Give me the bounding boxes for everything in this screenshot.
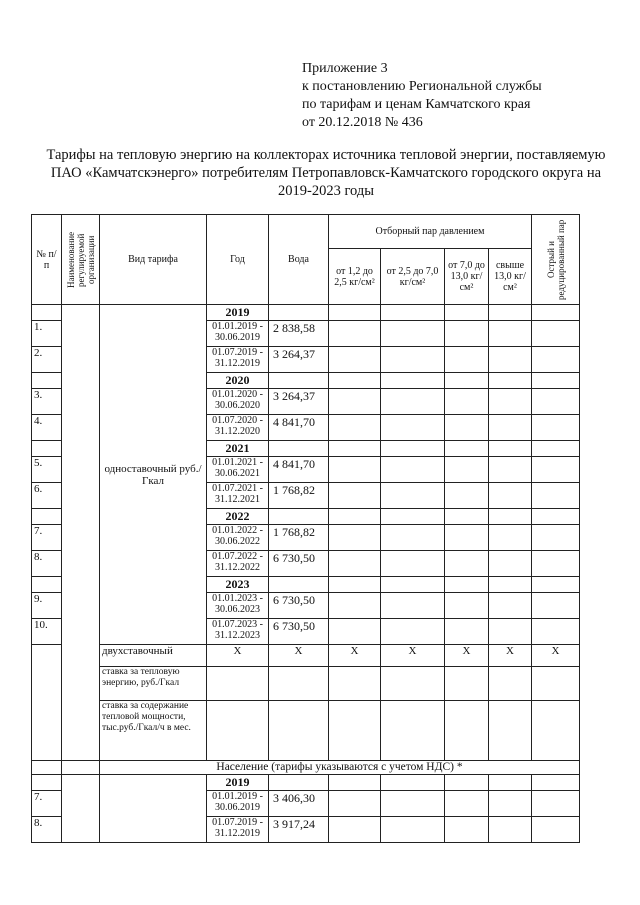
row-number: 6. xyxy=(32,483,62,509)
empty-cell xyxy=(445,483,489,509)
empty-cell xyxy=(445,551,489,577)
empty-cell xyxy=(445,577,489,593)
tariff-table xyxy=(31,214,580,843)
empty-cell xyxy=(489,509,532,525)
empty-cell xyxy=(381,373,445,389)
x-mark: X xyxy=(532,645,580,667)
empty-cell xyxy=(329,321,381,347)
empty-cell xyxy=(445,457,489,483)
appendix-line: к постановлению Региональной службы xyxy=(302,79,542,94)
header-p1: от 1,2 до 2,5 кг/см² xyxy=(329,249,381,305)
empty-cell xyxy=(445,441,489,457)
row-number xyxy=(32,441,62,457)
empty-cell xyxy=(329,577,381,593)
period-cell: 01.07.2023 - 31.12.2023 xyxy=(207,619,269,645)
period-cell: 01.01.2022 - 30.06.2022 xyxy=(207,525,269,551)
two-part-label: двухставочный xyxy=(100,645,207,667)
empty-cell xyxy=(329,483,381,509)
empty-cell xyxy=(329,701,381,761)
water-value: 6 730,50 xyxy=(269,593,329,619)
row-number: 4. xyxy=(32,415,62,441)
empty-cell xyxy=(329,667,381,701)
empty-cell xyxy=(445,619,489,645)
empty-cell xyxy=(381,347,445,373)
row-number xyxy=(32,509,62,525)
empty-cell xyxy=(532,775,580,791)
empty-cell xyxy=(329,457,381,483)
x-mark: X xyxy=(329,645,381,667)
empty-cell xyxy=(381,415,445,441)
header-org-label: Наименование регулируемой организации xyxy=(65,231,96,288)
empty-cell xyxy=(329,619,381,645)
empty-cell xyxy=(489,389,532,415)
empty-cell xyxy=(381,305,445,321)
empty-cell xyxy=(489,577,532,593)
empty-cell xyxy=(532,667,580,701)
year-row xyxy=(32,305,580,321)
empty-cell xyxy=(329,347,381,373)
empty-cell xyxy=(329,775,381,791)
empty-cell xyxy=(381,509,445,525)
empty-cell xyxy=(329,817,381,843)
empty-cell xyxy=(532,817,580,843)
period-cell: 01.01.2021 - 30.06.2021 xyxy=(207,457,269,483)
empty-cell xyxy=(489,321,532,347)
empty-cell xyxy=(381,457,445,483)
year-label: 2023 xyxy=(207,577,269,593)
empty-cell xyxy=(62,761,100,775)
org-cell xyxy=(62,775,100,843)
empty-cell xyxy=(532,305,580,321)
empty-cell xyxy=(269,577,329,593)
year-label: 2019 xyxy=(207,775,269,791)
year-label: 2020 xyxy=(207,373,269,389)
empty-cell xyxy=(532,441,580,457)
empty-cell xyxy=(532,791,580,817)
empty-cell xyxy=(269,441,329,457)
header-water: Вода xyxy=(269,215,329,305)
empty-cell xyxy=(532,551,580,577)
empty-cell xyxy=(532,577,580,593)
water-value: 2 838,58 xyxy=(269,321,329,347)
empty-cell xyxy=(489,525,532,551)
empty-cell xyxy=(532,701,580,761)
empty-cell xyxy=(381,483,445,509)
period-cell: 01.07.2019 - 31.12.2019 xyxy=(207,817,269,843)
x-mark: X xyxy=(207,645,269,667)
empty-cell xyxy=(445,389,489,415)
row-number: 8. xyxy=(32,817,62,843)
empty-cell xyxy=(445,525,489,551)
empty-cell xyxy=(445,791,489,817)
appendix-header xyxy=(302,60,542,132)
row-number: 7. xyxy=(32,791,62,817)
empty-cell xyxy=(445,593,489,619)
water-value: 4 841,70 xyxy=(269,415,329,441)
row-number: 8. xyxy=(32,551,62,577)
empty-cell xyxy=(489,457,532,483)
x-mark: X xyxy=(445,645,489,667)
energy-rate-row xyxy=(32,667,580,701)
row-number xyxy=(32,373,62,389)
empty-cell xyxy=(532,415,580,441)
row-number: 10. xyxy=(32,619,62,645)
empty-cell xyxy=(445,321,489,347)
empty-cell xyxy=(489,441,532,457)
tariff-type-cell xyxy=(100,775,207,843)
empty-cell xyxy=(532,347,580,373)
period-cell: 01.01.2023 - 30.06.2023 xyxy=(207,593,269,619)
empty-cell xyxy=(445,373,489,389)
empty-cell xyxy=(329,509,381,525)
empty-cell xyxy=(489,667,532,701)
empty-cell xyxy=(489,373,532,389)
empty-cell xyxy=(445,667,489,701)
empty-cell xyxy=(489,483,532,509)
empty-cell xyxy=(329,593,381,619)
energy-rate-label: ставка за тепловую энергию, руб./Гкал xyxy=(100,667,207,701)
empty-cell xyxy=(269,373,329,389)
document-title: Тарифы на тепловую энергию на коллекторах источника тепловой энергии, поставляемую ПАО «Камчатскэнерго» потребителям Петропавловск-Камчатского городского округа на 2019-2023 годы xyxy=(46,147,606,199)
empty-cell xyxy=(489,701,532,761)
water-value: 3 406,30 xyxy=(269,791,329,817)
empty-cell xyxy=(381,775,445,791)
header-p2: от 2,5 до 7,0 кг/см² xyxy=(381,249,445,305)
empty-cell xyxy=(532,483,580,509)
empty-cell xyxy=(489,551,532,577)
empty-cell xyxy=(489,817,532,843)
water-value: 6 730,50 xyxy=(269,619,329,645)
header-num: № п/п xyxy=(32,215,62,305)
row-number xyxy=(32,645,62,761)
empty-cell xyxy=(489,415,532,441)
period-cell: 01.07.2021 - 31.12.2021 xyxy=(207,483,269,509)
empty-cell xyxy=(445,701,489,761)
empty-cell xyxy=(329,373,381,389)
header-p3: от 7,0 до 13,0 кг/см² xyxy=(445,249,489,305)
empty-cell xyxy=(532,457,580,483)
empty-cell xyxy=(489,775,532,791)
empty-cell xyxy=(445,775,489,791)
empty-cell xyxy=(489,305,532,321)
capacity-rate-label: ставка за содержание тепловой мощности, тыс.руб./Гкал/ч в мес. xyxy=(100,701,207,761)
period-cell: 01.01.2019 - 30.06.2019 xyxy=(207,321,269,347)
header-sharp xyxy=(532,215,580,305)
appendix-line: по тарифам и ценам Камчатского края xyxy=(302,97,531,112)
period-cell: 01.07.2019 - 31.12.2019 xyxy=(207,347,269,373)
empty-cell xyxy=(381,389,445,415)
header-org xyxy=(62,215,100,305)
row-number xyxy=(32,775,62,791)
empty-cell xyxy=(532,593,580,619)
empty-cell xyxy=(207,667,269,701)
appendix-line: от 20.12.2018 № 436 xyxy=(302,115,423,130)
empty-cell xyxy=(532,321,580,347)
empty-cell xyxy=(532,525,580,551)
row-number xyxy=(32,305,62,321)
org-cell xyxy=(62,305,100,761)
empty-cell xyxy=(381,619,445,645)
header-steam: Отборный пар давлением xyxy=(329,215,532,249)
empty-cell xyxy=(445,415,489,441)
empty-cell xyxy=(329,389,381,415)
empty-cell xyxy=(489,593,532,619)
x-mark: X xyxy=(381,645,445,667)
header-p4: свыше 13,0 кг/см² xyxy=(489,249,532,305)
empty-cell xyxy=(445,817,489,843)
empty-cell xyxy=(489,347,532,373)
empty-cell xyxy=(489,791,532,817)
period-cell: 01.07.2020 - 31.12.2020 xyxy=(207,415,269,441)
period-cell: 01.01.2019 - 30.06.2019 xyxy=(207,791,269,817)
row-number: 9. xyxy=(32,593,62,619)
empty-cell xyxy=(269,775,329,791)
empty-cell xyxy=(329,305,381,321)
empty-cell xyxy=(381,667,445,701)
empty-cell xyxy=(329,551,381,577)
empty-cell xyxy=(532,619,580,645)
empty-cell xyxy=(532,373,580,389)
empty-cell xyxy=(207,701,269,761)
water-value: 1 768,82 xyxy=(269,483,329,509)
empty-cell xyxy=(445,347,489,373)
empty-cell xyxy=(381,321,445,347)
empty-cell xyxy=(381,817,445,843)
empty-cell xyxy=(532,389,580,415)
empty-cell xyxy=(381,441,445,457)
empty-cell xyxy=(269,305,329,321)
header-tariff-type: Вид тарифа xyxy=(100,215,207,305)
x-mark: X xyxy=(489,645,532,667)
empty-cell xyxy=(329,791,381,817)
empty-cell xyxy=(445,305,489,321)
empty-cell xyxy=(269,509,329,525)
row-number: 1. xyxy=(32,321,62,347)
one-part-label: одноставочный руб./Гкал xyxy=(100,305,207,645)
empty-cell xyxy=(381,791,445,817)
water-value: 1 768,82 xyxy=(269,525,329,551)
empty-cell xyxy=(489,619,532,645)
year-label: 2019 xyxy=(207,305,269,321)
period-cell: 01.07.2022 - 31.12.2022 xyxy=(207,551,269,577)
header-year: Год xyxy=(207,215,269,305)
year-label: 2022 xyxy=(207,509,269,525)
water-value: 6 730,50 xyxy=(269,551,329,577)
row-number: 5. xyxy=(32,457,62,483)
empty-cell xyxy=(381,593,445,619)
empty-cell xyxy=(532,509,580,525)
water-value: 4 841,70 xyxy=(269,457,329,483)
empty-cell xyxy=(329,441,381,457)
empty-cell xyxy=(269,667,329,701)
empty-cell xyxy=(32,761,62,775)
empty-cell xyxy=(381,525,445,551)
header-sharp-label: Острый и редуцированный пар xyxy=(545,219,566,300)
empty-cell xyxy=(381,551,445,577)
empty-cell xyxy=(381,701,445,761)
row-number: 3. xyxy=(32,389,62,415)
two-part-row xyxy=(32,645,580,667)
capacity-rate-row xyxy=(32,701,580,761)
year-row xyxy=(32,775,580,791)
water-value: 3 917,24 xyxy=(269,817,329,843)
year-label: 2021 xyxy=(207,441,269,457)
empty-cell xyxy=(329,525,381,551)
empty-cell xyxy=(445,509,489,525)
population-row xyxy=(32,761,580,775)
population-label: Население (тарифы указываются с учетом НДС) * xyxy=(100,761,580,775)
period-cell: 01.01.2020 - 30.06.2020 xyxy=(207,389,269,415)
water-value: 3 264,37 xyxy=(269,347,329,373)
empty-cell xyxy=(381,577,445,593)
empty-cell xyxy=(329,415,381,441)
x-mark: X xyxy=(269,645,329,667)
empty-cell xyxy=(269,701,329,761)
appendix-line: Приложение 3 xyxy=(302,61,388,76)
water-value: 3 264,37 xyxy=(269,389,329,415)
row-number xyxy=(32,577,62,593)
row-number: 7. xyxy=(32,525,62,551)
row-number: 2. xyxy=(32,347,62,373)
